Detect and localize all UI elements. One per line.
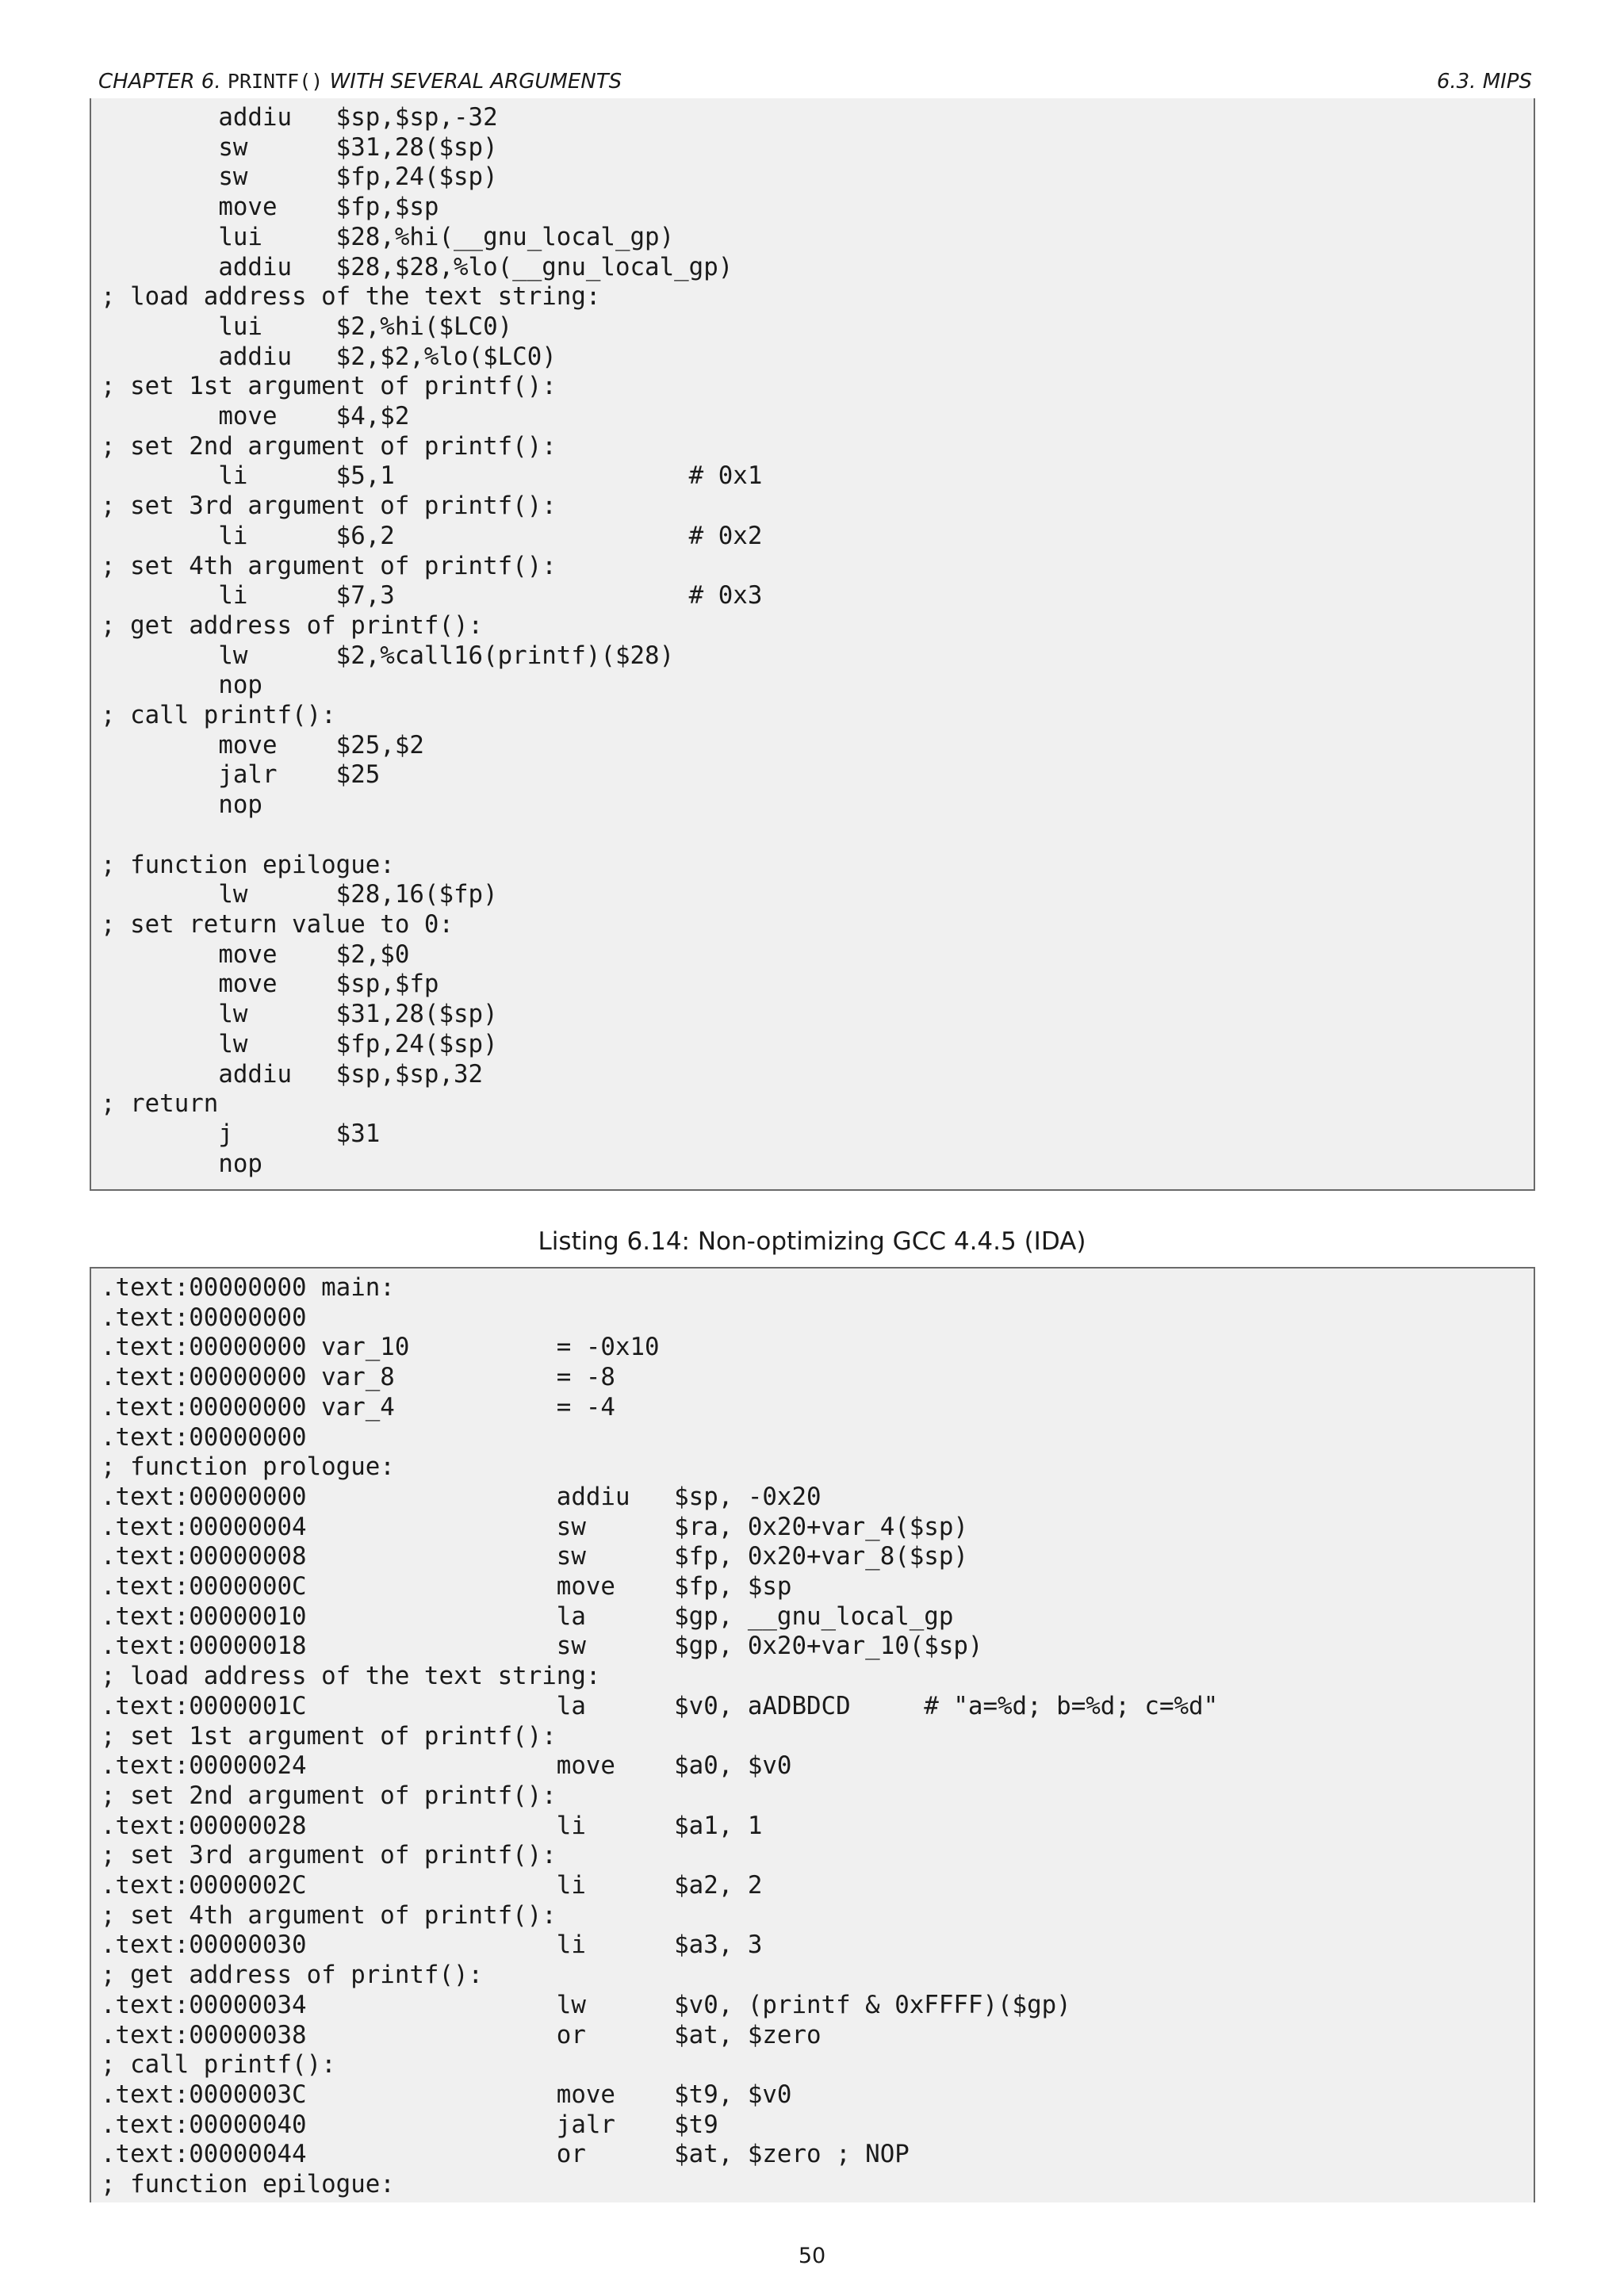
chapter-title xyxy=(98,70,622,94)
section-title: 6.3. MIPS xyxy=(1436,70,1532,94)
running-header xyxy=(98,67,1532,100)
listing-caption: Listing 6.14: Non-optimizing GCC 4.4.5 (IDA) xyxy=(538,1227,1086,1256)
code-listing-ida xyxy=(90,1267,1535,2202)
chapter-function-name: PRINTF() xyxy=(227,70,324,93)
code-block-2: .text:00000000 main: .text:00000000 .text:00000000 var_10 = -0x10 .text:00000000 var_8 = -8 .text:00000000 var_4 = -4 .text:00000000 ; function prologue: .text:00000000 addiu $sp, -0x20 .text:00000004 sw $ra, 0x20+var_4($sp) .text:00000008 sw $fp, 0x20+var_8($sp) .text:0000000C move $fp, $sp .text:00000010 la $gp, __gnu_local_gp .text:00000018 sw $gp, 0x20+var_10($sp) ; load address of the text string: .text:0000001C la $v0, aADBDCD # "a=%d; b=%d; c=%d" ; set 1st argument of printf(): .text:00000024 move $a0, $v0 ; set 2nd argument of printf(): .text:00000028 li $a1, 1 ; set 3rd argument of printf(): .text:0000002C li $a2, 2 ; set 4th argument of printf(): .text:00000030 li $a3, 3 ; get address of printf(): .text:00000034 lw $v0, (printf & 0xFFFF)($gp) .text:00000038 or $at, $zero ; call printf(): .text:0000003C move $t9, $v0 .text:00000040 jalr $t9 .text:00000044 or $at, $zero ; NOP ; function epilogue: xyxy=(101,1273,1219,2199)
chapter-prefix: CHAPTER 6. xyxy=(98,70,228,94)
chapter-suffix: WITH SEVERAL ARGUMENTS xyxy=(323,70,622,94)
code-listing-mips-assembly xyxy=(90,98,1535,1191)
code-block-1: addiu $sp,$sp,-32 sw $31,28($sp) sw $fp,24($sp) move $fp,$sp lui $28,%hi(__gnu_local_gp) addiu $28,$28,%lo(__gnu_local_gp) ; load address of the text string: lui $2,%hi($LC0) addiu $2,$2,%lo($LC0) ; set 1st argument of printf(): move $4,$2 ; set 2nd argument of printf(): li $5,1 # 0x1 ; set 3rd argument of printf(): li $6,2 # 0x2 ; set 4th argument of printf(): li $7,3 # 0x3 ; get address of printf(): lw $2,%call16(printf)($28) nop ; call printf(): move $25,$2 jalr $25 nop ; function epilogue: lw $28,16($fp) ; set return value to 0: move $2,$0 move $sp,$fp lw $31,28($sp) lw $fp,24($sp) addiu $sp,$sp,32 ; return j $31 nop xyxy=(101,103,763,1178)
page-number: 50 xyxy=(798,2244,826,2268)
